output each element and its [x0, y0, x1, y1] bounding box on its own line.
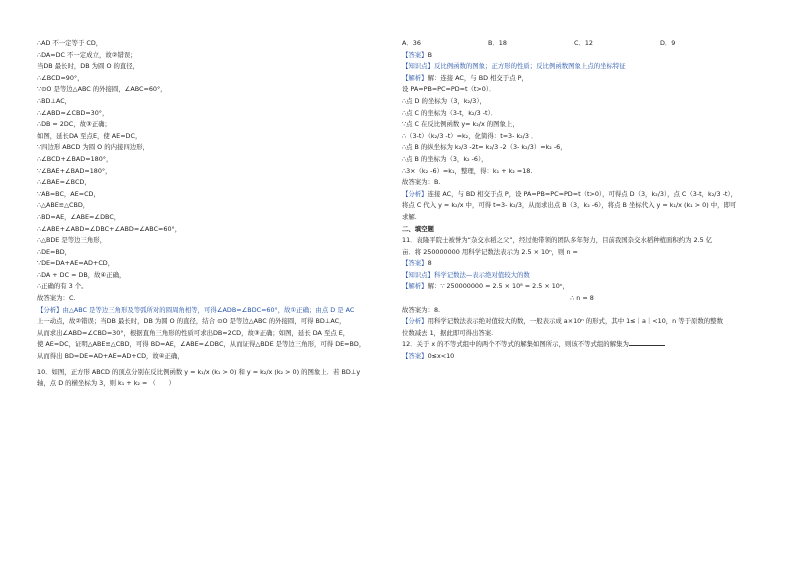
question-line-text: 亩．将 250000000 用科学记数法表示为 2.5 × 10ⁿ，则 n =: [402, 247, 578, 256]
question-line: [37, 378, 382, 390]
analysis-label: 【分析】: [402, 317, 428, 326]
solution-line: [402, 84, 762, 96]
solution-line: [402, 154, 762, 166]
section-title: 二、填空题: [402, 224, 434, 233]
solution-line: [37, 154, 382, 166]
solution-line: [37, 131, 382, 143]
solution-line-text: ∴DA + DC = DB，故④正确，: [37, 270, 126, 279]
solution-line: [37, 200, 382, 212]
solution-line-text: ∴点 B 的坐标为（3，k₂ -6），: [402, 154, 488, 163]
solution-line: [37, 142, 382, 154]
analysis-q10: [402, 189, 762, 224]
option-d: D．9: [660, 39, 676, 47]
analysis-label: 【分析】: [402, 189, 428, 198]
solution-q10-end: 故答案为：B.: [402, 178, 441, 187]
solution-line-text: ∴DA=DC 不一定成立，故②错误；: [37, 50, 137, 59]
analysis-line-text: 将点 C 代入 y = k₂/x 中，可得 t=3- k₂/3，从而求出点 B（3，k₂ -6），将点 B 坐标代入 y = k₁/x (k₁ > 0) 中，即可: [402, 201, 737, 210]
answer-label: 【答案】: [402, 352, 428, 361]
solution-line-text: ∴（3-t）（k₂/3 -t）=k₂，化简得：t=3- k₂/3 ．: [402, 131, 538, 140]
solution-line: [37, 270, 382, 282]
left-column: [37, 38, 382, 390]
solution-line: [402, 166, 762, 178]
solution-line-text: ∴BD=AE，∠ABE=∠DBC，: [37, 212, 121, 221]
analysis-block: [37, 305, 382, 363]
question-line: [402, 247, 762, 259]
solution-line: [37, 50, 382, 62]
knowledge-text: 科学记数法—表示绝对值较大的数: [433, 270, 530, 279]
solution-line: [402, 142, 762, 154]
question-12-text: 12．关于 x 的不等式组中的两个不等式的解集如图所示，则该不等式组的解集为: [402, 340, 629, 349]
question-12: [402, 339, 762, 351]
solution-line-text: 如图，延长DA 至点E，使 AE=DC，: [37, 131, 142, 140]
solution-line-text: ∴AD 不一定等于 CD，: [37, 39, 103, 47]
knowledge-label: 【知识点】: [402, 62, 434, 71]
answer-q11: [402, 258, 762, 270]
analysis-line-text: 用科学记数法表示绝对值较大的数，一般表示成 a×10ⁿ 的形式，其中 1≤｜a｜<10，n 等于原数的整数: [427, 317, 723, 326]
answer-q12: [402, 351, 762, 363]
analysis-line: [402, 212, 762, 224]
question-11: [402, 235, 762, 258]
solution-line-text: ∵四边形 ABCD 为圆 O 的内接四边形，: [37, 143, 149, 152]
solution-line-text: ∵∠BAE+∠BAD=180°，: [37, 166, 112, 175]
solution-line-text: ∴BD⊥AC，: [37, 96, 72, 105]
solution-line-text: ∴3×（k₂ -6）=k₁，整理，得：k₁ + k₂ =18.: [402, 166, 533, 175]
analysis-line: [37, 305, 382, 317]
question-10: [37, 367, 382, 390]
answer-value: B: [427, 50, 432, 59]
question-line: [37, 367, 382, 379]
option-c: C．12: [574, 39, 593, 47]
solution-q11-n: ∴ n = 8: [570, 294, 594, 303]
solution-line: [37, 177, 382, 189]
analysis-line-text: 【分析】由△ABC 是等边三角形及等弧所对的圆周角相等，可得∠ADB=∠BDC=60°，故①正确；由点 D 是 AC: [37, 305, 355, 314]
answer-blank: [629, 339, 665, 346]
solution-line: [402, 119, 762, 131]
question-line-text: 11．袁隆平院士被誉为“杂交水稻之父”，经过他带领的团队多年努力，目前我国杂交水稻种植面积约为 2.5 亿: [402, 236, 713, 245]
answer-value: 0≤x<10: [427, 352, 455, 361]
analysis-q11: [402, 316, 762, 339]
solution-line-text: ∵点 C 在反比例函数 y= k₂/x 的图象上，: [402, 120, 519, 129]
analysis-line: [37, 351, 382, 363]
analysis-line: [37, 316, 382, 328]
solution-line-text: ∴∠ABD=∠CBD=30°，: [37, 108, 109, 117]
solution-line: [37, 96, 382, 108]
answer-label: 【答案】: [402, 259, 428, 268]
knowledge-q10: [402, 61, 762, 73]
option-b: B．18: [488, 39, 507, 47]
solution-line-text: ∴△BDE 是等边三角形，: [37, 236, 107, 245]
solution-line: [37, 166, 382, 178]
solution-line-text: ∴∠BCD=90°，: [37, 73, 84, 82]
analysis-line: [37, 339, 382, 351]
solution-line: [37, 258, 382, 270]
analysis-line-text: 位数减去 1，据此即可得出答案.: [402, 328, 494, 337]
solution-lines: [37, 38, 382, 305]
solution-line-text: ∴点 D 的坐标为（3，k₂/3），: [402, 96, 486, 105]
solution-line-text: ∴∠BAE=∠BCD，: [37, 178, 91, 187]
solution-line: [37, 281, 382, 293]
analysis-line-text: 使 AE=DC，证明△ABE≌△CBD，可得 BD=AE，∠ABE=∠DBC，从而证得△BDE 是等边三角形，可得 DE=BD，: [37, 340, 366, 349]
analysis-line-text: 连接 AC，与 BD 相交于点 P，设 PA=PB=PC=PD=t（t>0），可得点 D（3，k₂/3），点 C（3-t，k₂/3 -t），: [427, 189, 737, 198]
solution-line-text: ∴点 C 的坐标为（3-t，k₂/3 -t）．: [402, 108, 498, 117]
solution-line: [37, 119, 382, 131]
solution-line-text: ∴∠BCD+∠BAD=180°，: [37, 154, 113, 163]
knowledge-label: 【知识点】: [402, 270, 434, 279]
solution-q10-intro: [402, 73, 762, 85]
solution-line: [37, 73, 382, 85]
analysis-line: [402, 328, 762, 340]
solution-line: [37, 293, 382, 305]
solution-q11: [402, 281, 762, 293]
solution-line: [37, 224, 382, 236]
solution-line: [37, 108, 382, 120]
solution-line-text: 故答案为：C.: [37, 294, 76, 303]
solution-line-text: ∴点 B 的纵坐标为 k₂/3 -2t= k₂/3 -2（3- k₂/3）=k₂ -6，: [402, 143, 567, 152]
solution-line-text: 当DB 最长时，DB 为圆 O 的直径，: [37, 62, 140, 71]
question-line: [402, 235, 762, 247]
solution-label: 【解析】: [402, 73, 428, 82]
analysis-line-text: 上一动点，故②错误；当DB 最长时，DB 为圆 O 的直径，结合 ⊙O 是等边△ABC 的外接圆，可得 BD⊥AC，: [37, 317, 346, 326]
answer-q10: [402, 50, 762, 62]
solution-line-text: ∴∠ABE+∠ABD=∠DBC+∠ABD=∠ABC=60°，: [37, 224, 182, 233]
solution-line: [37, 38, 382, 50]
solution-line-text: ∴△ABE≌△CBD，: [37, 201, 90, 210]
analysis-line-text: 从而得出 BD=DE=AD+AE=AD+CD，故④正确，: [37, 352, 184, 361]
solution-line: [37, 235, 382, 247]
option-a: A．36: [402, 39, 421, 47]
analysis-line: [402, 200, 762, 212]
answer-value: 8: [427, 259, 432, 268]
solution-line: [37, 189, 382, 201]
solution-line: [37, 247, 382, 259]
solution-line: [402, 108, 762, 120]
solution-intro-text: 解：连接 AC，与 BD 相交于点 P，: [427, 73, 528, 82]
solution-line: [37, 84, 382, 96]
right-column: [402, 38, 762, 363]
solution-line-text: 设 PA=PB=PC=PD=t（t>0）．: [402, 85, 496, 94]
knowledge-q11: [402, 270, 762, 282]
analysis-line-text: 从而求出∠ABD=∠CBD=30°，根据直角三角形的性质可求出DB=2CD，故③正确；如图，延长 DA 至点 E，: [37, 328, 350, 337]
question-line-text: 轴，点 D 的横坐标为 3，则 k₁ + k₂ = （ ）: [37, 379, 175, 388]
solution-line: [402, 96, 762, 108]
solution-q11-end: 故答案为：8.: [402, 305, 441, 314]
solution-line-text: ∵AB=BC，AE=CD，: [37, 189, 100, 198]
solution-line-text: ∵⊙O 是等边△ABC 的外接圆，∠ABC=60°，: [37, 85, 167, 94]
analysis-line: [402, 316, 762, 328]
solution-q10-lines: [402, 84, 762, 177]
analysis-line: [402, 189, 762, 201]
solution-line-text: ∴DE=BD，: [37, 247, 72, 256]
answer-label: 【答案】: [402, 50, 428, 59]
answer-options: [402, 38, 762, 50]
knowledge-text: 反比例函数的图象；正方形的性质；反比例函数图象上点的坐标特征: [433, 62, 626, 71]
solution-line: [37, 61, 382, 73]
solution-label: 【解析】: [402, 282, 428, 291]
question-line-text: 10．如图，正方形 ABCD 的顶点分别在反比例函数 y = k₁/x (k₁ > 0) 和 y = k₂/x (k₂ > 0) 的图象上．若 BD⊥y: [37, 367, 361, 376]
solution-text: 解：∵ 250000000 = 2.5 × 10⁸ = 2.5 × 10ⁿ，: [427, 282, 569, 291]
solution-line-text: ∴正确的有 3 个。: [37, 282, 88, 291]
solution-line: [37, 212, 382, 224]
analysis-line-text: 求解.: [402, 212, 417, 221]
solution-line: [402, 131, 762, 143]
solution-line-text: ∵DE=DA+AE=AD+CD，: [37, 259, 115, 268]
solution-line-text: ∴DB = 2DC，故③正确；: [37, 120, 111, 129]
analysis-line: [37, 328, 382, 340]
